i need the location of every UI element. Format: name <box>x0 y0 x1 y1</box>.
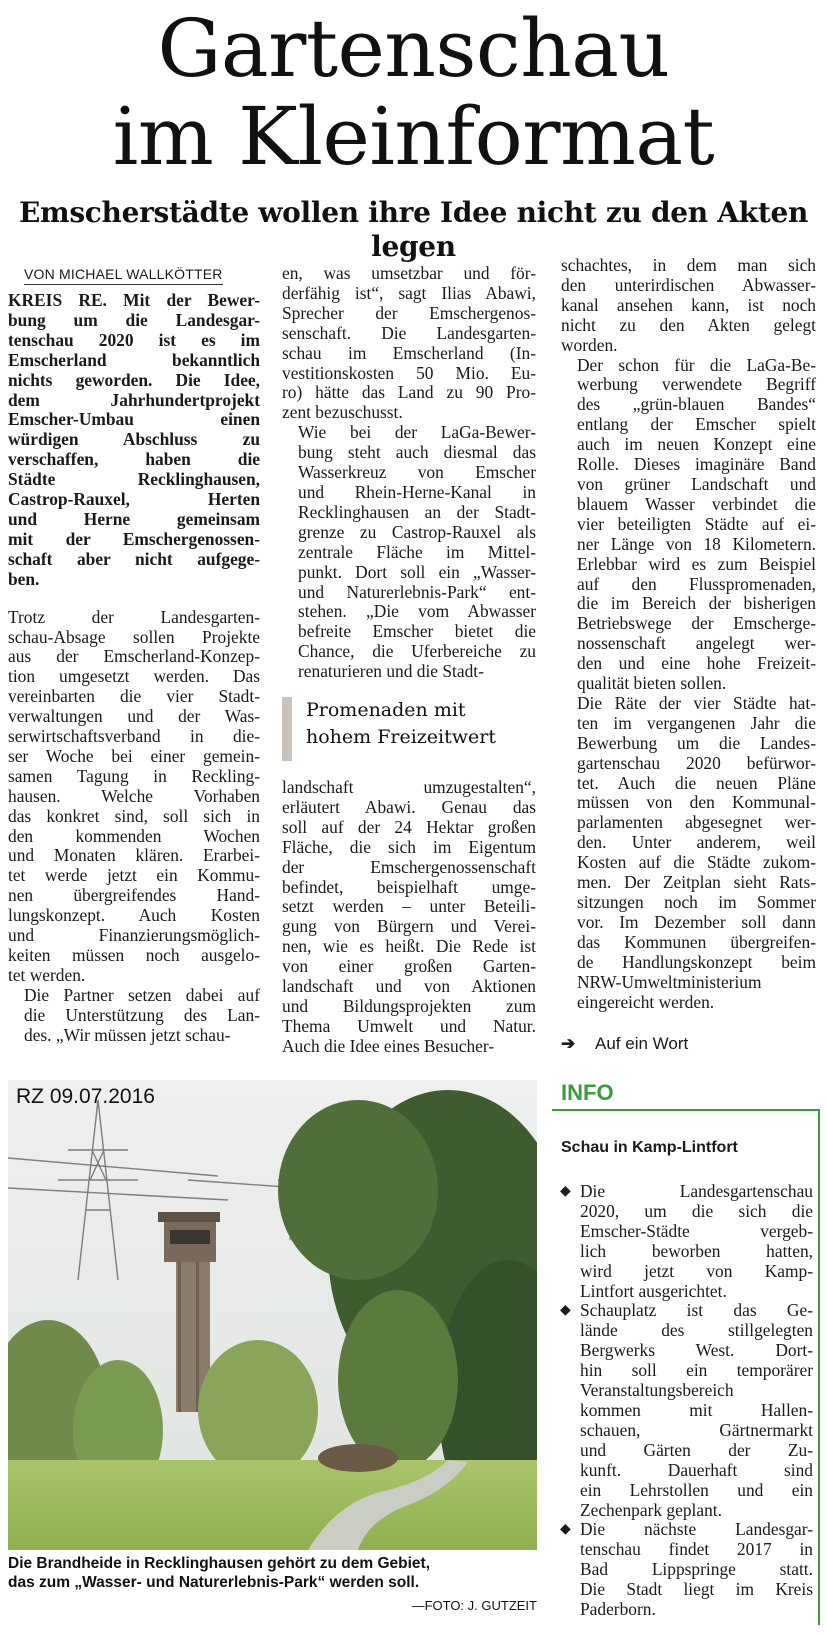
text-line: ten im vergangenen Jahr die <box>577 712 816 733</box>
text-line: nen übergreifendes Hand- <box>8 885 260 906</box>
text-line: eingereicht werden. <box>577 991 715 1012</box>
text-line: samen Tagung in Reckling- <box>8 765 260 786</box>
text-line: Fläche, die sich im Eigentum <box>282 836 536 857</box>
text-line: zent bezuschusst. <box>282 402 403 423</box>
article-column-2-continued <box>282 778 536 1057</box>
text-line: verwaltungen und der Was- <box>8 706 260 727</box>
text-line: würdigen Abschluss zu <box>8 429 260 450</box>
text-line: verschaffen, haben die <box>8 449 260 470</box>
text-line: de Handlungskonzept beim <box>577 951 816 972</box>
text-line: ner Länge von 18 Kilometern. <box>577 533 816 554</box>
text-line: Kosten auf die Städte zukom- <box>577 852 816 873</box>
photo-credit: —FOTO: J. GUTZEIT <box>411 1598 537 1613</box>
body-paragraph <box>282 423 536 682</box>
text-line: mit der Emschergenossen- <box>8 528 260 549</box>
text-line: landschaft und von Aktionen <box>282 976 536 997</box>
text-line: die im Bereich der bisherigen <box>577 593 816 614</box>
text-line: ser Woche bei einer gemein- <box>8 745 260 766</box>
text-line: Castrop-Rauxel, Herten <box>8 489 260 510</box>
text-line: Wie bei der LaGa-Bewer- <box>298 422 536 443</box>
text-line: punkt. Dort soll ein „Wasser- <box>298 561 536 582</box>
text-line: keiten müssen noch ausgelo- <box>8 945 260 965</box>
text-line: kunft. Dauerhaft sind <box>580 1459 813 1480</box>
body-paragraph <box>8 986 260 1046</box>
text-line: Veranstaltungsbereich <box>580 1380 734 1401</box>
text-line: ein Lehrstollen und ein <box>580 1479 813 1500</box>
body-paragraph <box>8 608 260 986</box>
lead-paragraph <box>8 291 260 590</box>
text-line: den unterirdischen Abwasser- <box>561 274 816 295</box>
diamond-bullet-icon: ◆ <box>560 1302 571 1319</box>
text-line: müssen von den Kommunal- <box>577 792 816 813</box>
text-line: ben. <box>8 568 40 589</box>
text-line: befindet, beispielhaft umge- <box>282 876 536 897</box>
text-line: den und eine hohe Freizeit- <box>577 653 816 674</box>
text-line: Bewerbung um die Landes- <box>577 732 816 753</box>
text-line: nen, wie es heißt. Die Rede ist <box>282 936 536 957</box>
text-line: hin soll ein temporärer <box>580 1360 813 1381</box>
article-photo <box>8 1080 537 1550</box>
text-line: qualität bieten sollen. <box>577 673 727 694</box>
text-line: Sprecher der Emschergenos- <box>282 302 536 323</box>
diamond-bullet-icon: ◆ <box>560 1183 571 1199</box>
text-line: Schauplatz ist das Ge- <box>580 1300 813 1321</box>
text-line: den kommenden Wochen <box>8 825 260 846</box>
text-line: auch im neuen Konzept eine <box>577 434 816 455</box>
text-line: KREIS RE. Mit der Bewer- <box>8 290 260 310</box>
text-line: den. Unter anderem, weil <box>577 832 816 853</box>
text-line: von grüner Landschaft und <box>577 473 816 494</box>
text-line: schauen, Gärtnermarkt <box>580 1419 813 1440</box>
cross-reference-label: Auf ein Wort <box>595 1034 689 1053</box>
intertitle-line: hohem Freizeitwert <box>306 726 496 748</box>
subheadline: Emscherstädte wollen ihre Idee nicht zu den Akten legen <box>18 196 809 263</box>
text-line: Chance, die Uferbereiche zu <box>298 641 536 662</box>
headline-line-1: Gartenschau <box>157 2 670 95</box>
text-line: tion umgesetzt werden. Das <box>8 666 260 687</box>
body-paragraph <box>561 356 816 694</box>
text-line: Der schon für die LaGa-Be- <box>577 354 816 375</box>
text-line: Auch die Idee eines Besucher- <box>282 1035 495 1056</box>
text-line: nossenschaft angelegt wer- <box>577 633 816 654</box>
date-stamp: RZ 09.07.2016 <box>16 1085 155 1108</box>
text-line: Zechenpark geplant. <box>580 1499 722 1520</box>
text-line: men. Der Zeitplan sieht Rats- <box>577 872 816 893</box>
article-column-2 <box>282 264 536 682</box>
text-line: zentrale Fläche im Mittel- <box>298 541 536 562</box>
text-line: Trotz der Landesgarten- <box>8 606 260 627</box>
text-line: nichts geworden. Die Idee, <box>8 369 260 390</box>
text-line: tet werden. <box>8 964 86 985</box>
text-line: Die Räte der vier Städte hat- <box>577 692 816 713</box>
text-line: bung um die Landesgar- <box>8 309 260 330</box>
info-list-item <box>558 1182 813 1301</box>
text-line: vier beteiligten Städte auf ei- <box>577 513 816 534</box>
text-line: sitzungen noch im Sommer <box>577 892 816 912</box>
info-box-subtitle: Schau in Kamp-Lintfort <box>561 1139 738 1156</box>
text-line: entlang der Emscher spielt <box>577 414 816 435</box>
text-line: Erlebbar wird es zum Beispiel <box>577 553 816 574</box>
photo-caption <box>8 1554 537 1592</box>
text-line: tet. Auch die neuen Pläne <box>577 772 816 793</box>
text-line: Recklinghausen an der Stadt- <box>298 501 536 522</box>
text-line: renaturieren und die Stadt- <box>298 661 484 682</box>
text-line: soll auf der 24 Hektar großen <box>282 816 536 837</box>
text-line: worden. <box>561 334 618 355</box>
text-line: und Bildungsprojekten zum <box>282 995 536 1016</box>
text-line: Die Stadt liegt im Kreis <box>580 1579 813 1600</box>
text-line: und Rhein-Herne-Kanal in <box>298 481 536 502</box>
text-line: das Kommunen übergreifen- <box>577 931 816 952</box>
text-line: hausen. Welche Vorhaben <box>8 785 260 806</box>
text-line: und Naturerlebnis-Park“ ent- <box>298 581 536 602</box>
text-line: lungskonzept. Auch Kosten <box>8 905 260 926</box>
body-paragraph <box>561 256 816 356</box>
body-paragraph <box>561 694 816 1013</box>
cross-reference[interactable] <box>561 1034 688 1054</box>
text-line: Bad Lippspringe statt. <box>580 1559 813 1580</box>
text-line: das konkret sind, soll sich in <box>8 805 260 826</box>
headline-line-2: im Kleinformat <box>112 90 715 183</box>
text-line: bung steht auch diesmal das <box>298 442 536 463</box>
text-line: Bergwerks West. Dort- <box>580 1340 813 1361</box>
text-line: und Monaten klären. Erarbei- <box>8 845 260 866</box>
text-line: Die Partner setzen dabei auf <box>24 984 260 1005</box>
text-line: auf den Flusspromenaden, <box>577 573 816 594</box>
text-line: die Unterstützung des Lan- <box>24 1004 260 1025</box>
text-line: vestitionskosten 50 Mio. Eu- <box>282 362 536 383</box>
text-line: befreite Emscher bietet die <box>298 621 536 642</box>
text-line: des. „Wir müssen jetzt schau- <box>24 1024 231 1045</box>
text-line: Paderborn. <box>580 1599 656 1620</box>
text-line: wird jetzt von Kamp- <box>580 1260 813 1281</box>
text-line: kanal ansehen kann, ist noch <box>561 294 816 315</box>
text-line: des „grün-blauen Bandes“ <box>577 394 816 415</box>
body-paragraph <box>282 778 536 1057</box>
text-line: Emscher-Städte vergeb- <box>580 1220 813 1241</box>
text-line: aus der Emscherland-Konzep- <box>8 646 260 667</box>
text-line: lände des stillgelegten <box>580 1320 813 1341</box>
text-line: Wasserkreuz von Emscher <box>298 462 536 483</box>
text-line: blauem Wasser verbindet die <box>577 493 816 514</box>
text-line: tenschau findet 2017 in <box>580 1539 813 1560</box>
intertitle-line: Promenaden mit <box>306 699 466 721</box>
body-paragraph <box>282 264 536 423</box>
text-line: vereinbarten die vier Stadt- <box>8 686 260 707</box>
text-line: schau-Absage sollen Projekte <box>8 626 260 647</box>
text-line: und Gärten der Zu- <box>580 1439 813 1460</box>
text-line: kommen mit Hallen- <box>580 1399 813 1420</box>
text-line: Rolle. Dieses imaginäre Band <box>577 454 816 475</box>
text-line: schaft aber nicht aufgege- <box>8 548 260 569</box>
text-line: Emscherland bekanntlich <box>8 349 260 370</box>
text-line: vor. Im Dezember soll dann <box>577 911 816 932</box>
text-line: stehen. „Die vom Abwasser <box>298 601 536 622</box>
text-line: von einer großen Garten- <box>282 956 536 977</box>
text-line: tet werde jetzt ein Kommu- <box>8 865 260 886</box>
arrow-right-icon: ➔ <box>561 1034 576 1053</box>
diamond-bullet-icon: ◆ <box>560 1521 571 1538</box>
text-line: landschaft umzugestalten“, <box>282 777 536 797</box>
text-line: nicht zu den Akten gelegt <box>561 314 816 335</box>
text-line: ro) hätte das Land zu 90 Pro- <box>282 382 536 403</box>
text-line: derfähig ist“, sagt Ilias Abawi, <box>282 282 536 303</box>
text-line: lich beworben hatten, <box>580 1240 813 1261</box>
text-line: gung von Bürgern und Verei- <box>282 916 536 937</box>
byline: VON MICHAEL WALLKÖTTER <box>24 265 223 285</box>
article-column-1 <box>8 264 260 1046</box>
text-line: Emscher-Umbau einen <box>8 409 260 430</box>
article-column-3 <box>561 256 816 1012</box>
text-line: Betriebswege der Emscherge- <box>577 613 816 634</box>
text-line: tenschau 2020 ist es im <box>8 329 260 350</box>
text-line: und Finanzierungsmöglich- <box>8 925 260 946</box>
text-line: Thema Umwelt und Natur. <box>282 1015 536 1036</box>
info-box-title: INFO <box>561 1080 614 1105</box>
text-line: setzt werden – unter Beteili- <box>282 896 536 917</box>
text-line: grenze zu Castrop-Rauxel als <box>298 521 536 542</box>
text-line: und Herne gemeinsam <box>8 508 260 529</box>
text-line: NRW-Umweltministerium <box>577 971 762 992</box>
text-line: erläutert Abawi. Genau das <box>282 796 536 817</box>
text-line: 2020, um die sich die <box>580 1200 813 1221</box>
info-list-item <box>558 1301 813 1520</box>
caption-line: das zum „Wasser- und Naturerlebnis-Park“ werden soll. <box>8 1574 420 1591</box>
text-line: Die nächste Landesgar- <box>580 1519 813 1540</box>
caption-line: Die Brandheide in Recklinghausen gehört zu dem Gebiet, <box>8 1555 431 1572</box>
text-line: Lintfort ausgerichtet. <box>580 1280 727 1301</box>
text-line: parlamenten abgesegnet wer- <box>577 812 816 833</box>
text-line: dem Jahrhundertprojekt <box>8 389 260 410</box>
text-line: werbung verwendete Begriff <box>577 374 816 395</box>
text-line: schachtes, in dem man sich <box>561 255 816 275</box>
text-line: Die Landesgartenschau <box>580 1181 813 1201</box>
text-line: senschaft. Die Landesgarten- <box>282 322 536 343</box>
text-line: gartenschau 2020 befürwor- <box>577 752 816 773</box>
info-list-item <box>558 1520 813 1620</box>
text-line: der Emschergenossenschaft <box>282 856 536 877</box>
intertitle <box>282 697 536 761</box>
text-line: serwirtschaftsverband in die- <box>8 726 260 747</box>
text-line: schau im Emscherland (In- <box>282 342 536 363</box>
text-line: en, was umsetzbar und för- <box>282 263 536 283</box>
info-list <box>558 1182 813 1620</box>
text-line: Städte Recklinghausen, <box>8 469 260 490</box>
